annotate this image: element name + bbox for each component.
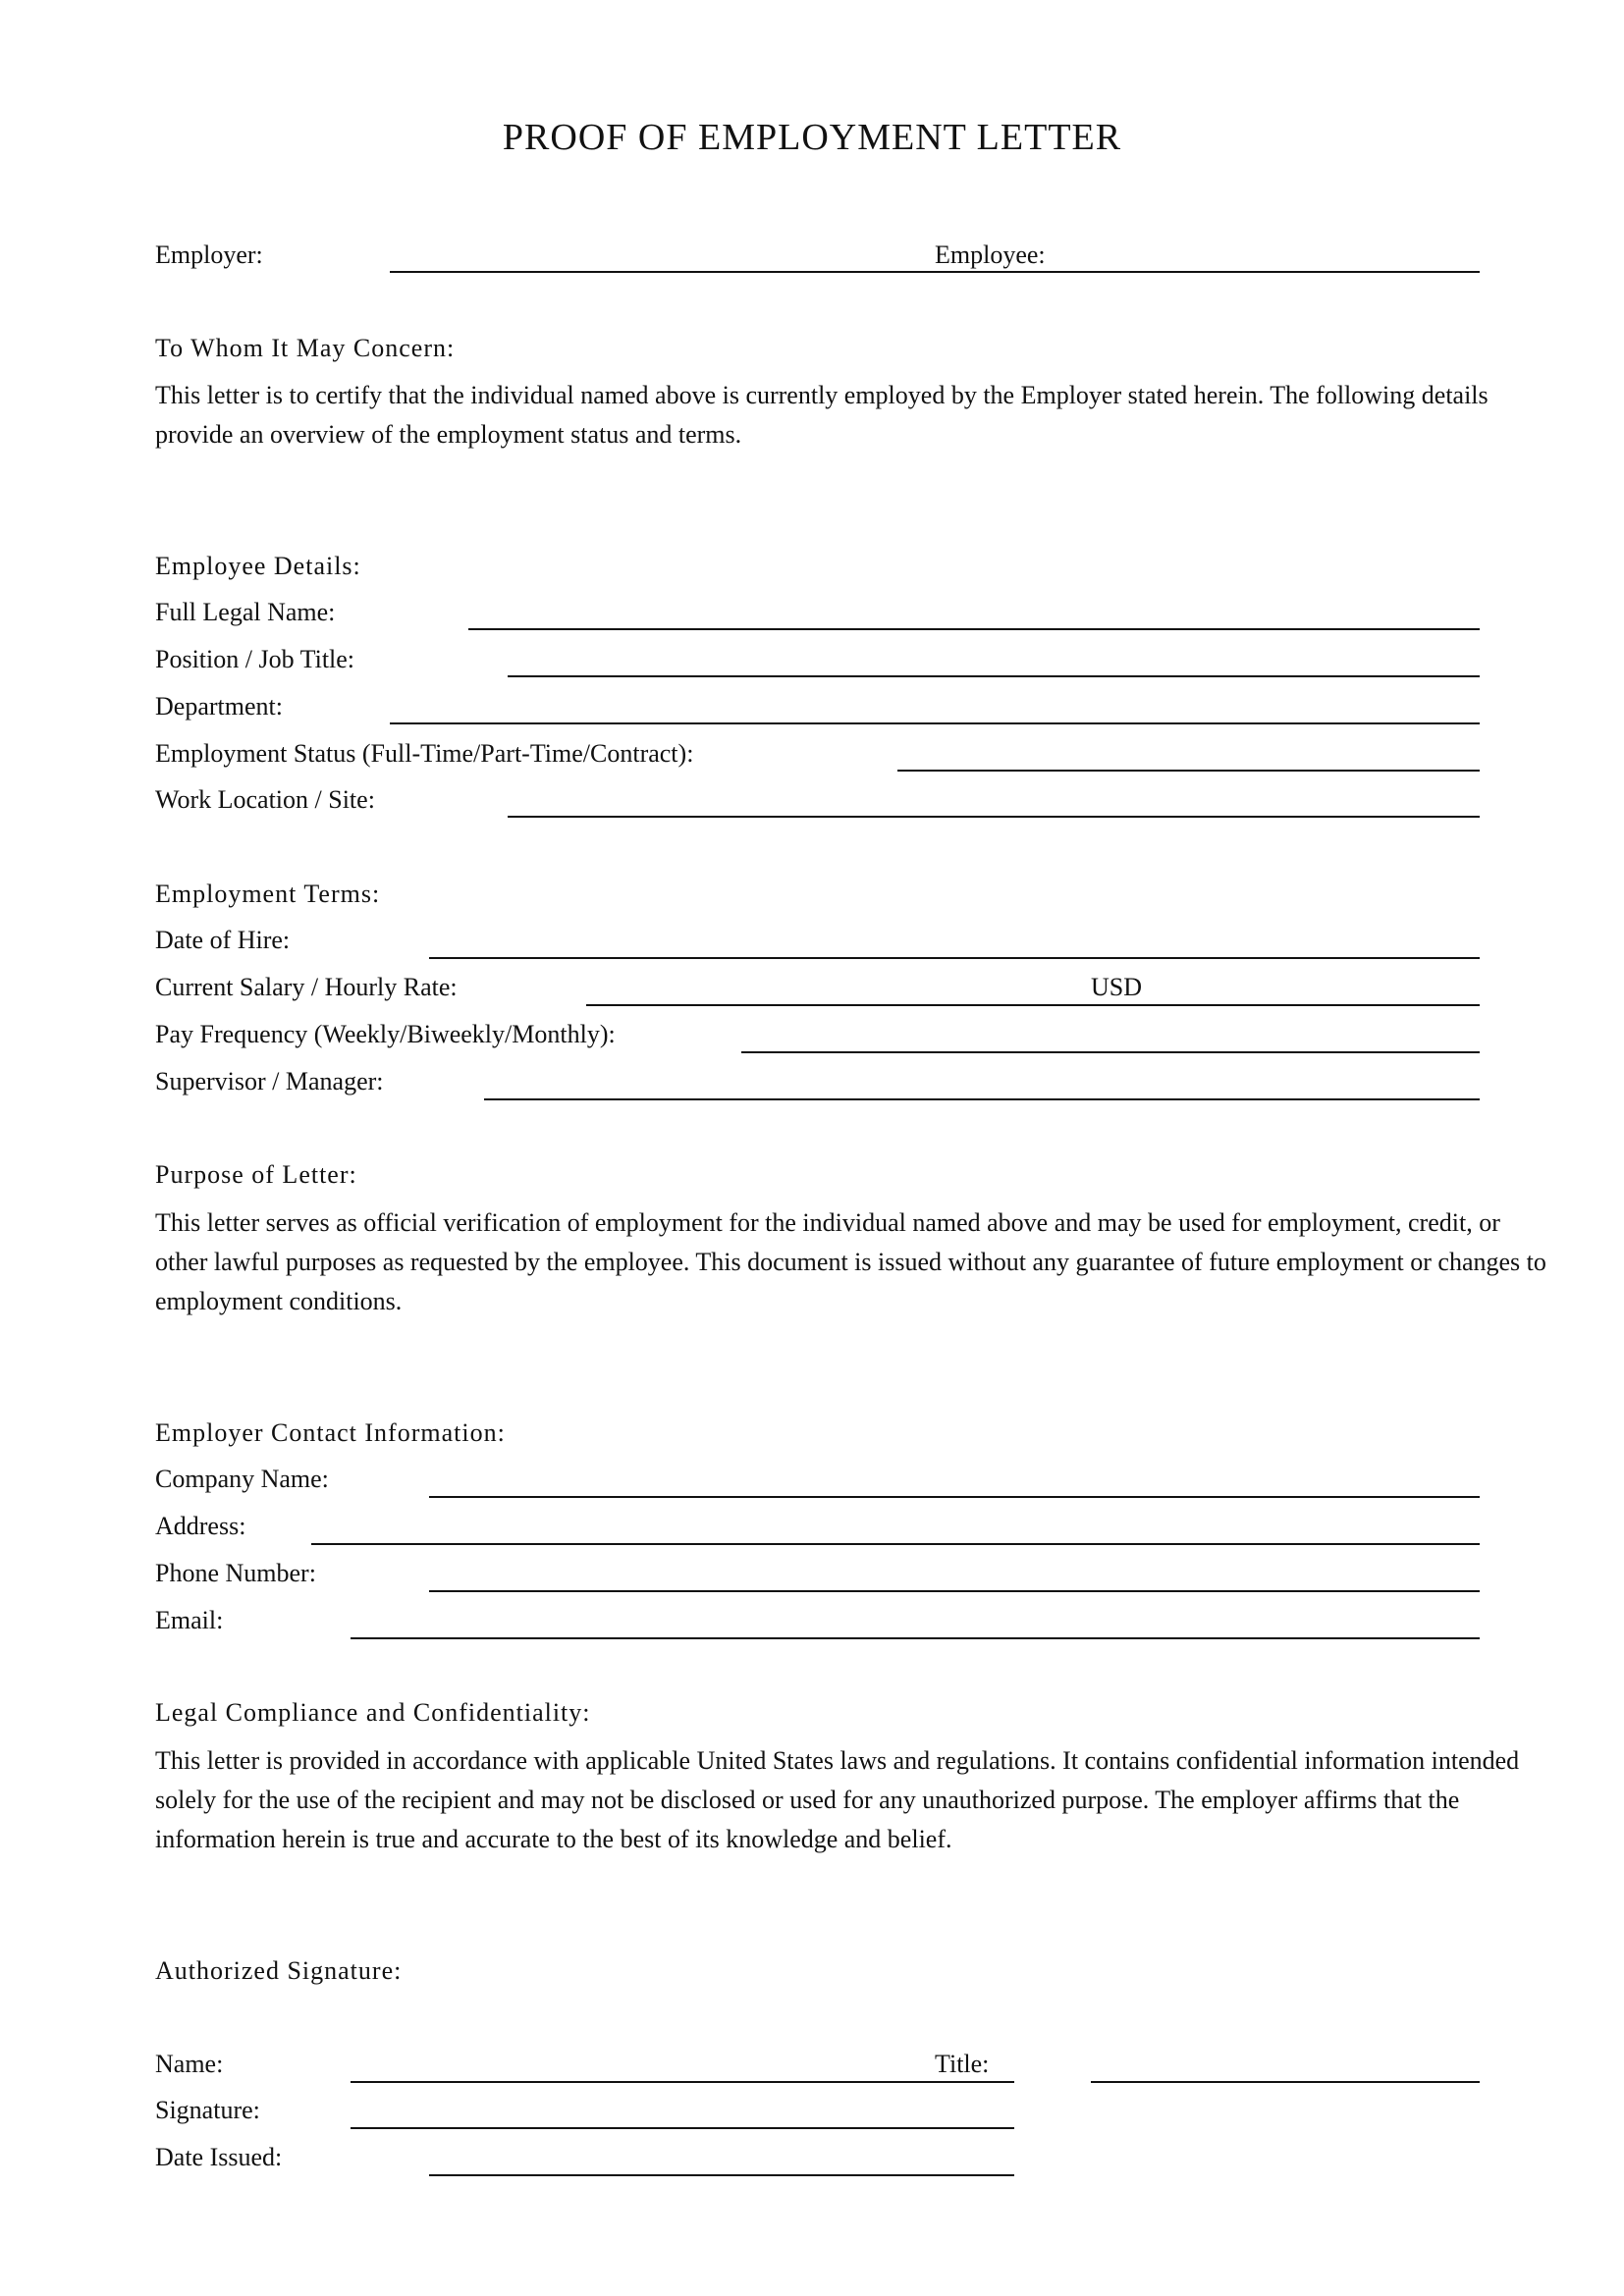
- department-field[interactable]: [390, 722, 1480, 724]
- pay-frequency-field[interactable]: [741, 1051, 1480, 1053]
- signer-title-field[interactable]: [1091, 2081, 1480, 2083]
- employment-terms-heading: Employment Terms:: [155, 880, 381, 908]
- work-location-label: Work Location / Site:: [155, 785, 375, 814]
- signature-field[interactable]: [351, 2127, 1014, 2129]
- supervisor-label: Supervisor / Manager:: [155, 1067, 384, 1095]
- pay-frequency-label: Pay Frequency (Weekly/Biweekly/Monthly):: [155, 1020, 616, 1048]
- purpose-heading: Purpose of Letter:: [155, 1160, 357, 1189]
- employer-employee-field-line[interactable]: [390, 271, 1480, 273]
- date-of-hire-label: Date of Hire:: [155, 926, 291, 954]
- full-legal-name-label: Full Legal Name:: [155, 598, 336, 626]
- salary-field[interactable]: [586, 1004, 1480, 1006]
- document-title: PROOF OF EMPLOYMENT LETTER: [502, 117, 1122, 158]
- position-label: Position / Job Title:: [155, 645, 355, 673]
- email-label: Email:: [155, 1606, 224, 1634]
- salary-label: Current Salary / Hourly Rate:: [155, 973, 458, 1001]
- full-legal-name-field[interactable]: [468, 628, 1480, 630]
- employment-status-field[interactable]: [897, 770, 1480, 772]
- signature-heading: Authorized Signature:: [155, 1956, 403, 1985]
- signature-label: Signature:: [155, 2096, 260, 2124]
- email-field[interactable]: [351, 1637, 1480, 1639]
- address-field[interactable]: [311, 1543, 1480, 1545]
- purpose-paragraph: This letter serves as official verification of employment for the individual named above and may be used for employment, credit, or other lawful purposes as requested by the employee. This document is issued without any guarantee of future employment or changes to employment conditions.: [155, 1208, 1546, 1315]
- employee-details-heading: Employee Details:: [155, 552, 361, 580]
- employment-status-label: Employment Status (Full-Time/Part-Time/Contract):: [155, 739, 694, 768]
- legal-paragraph: This letter is provided in accordance with applicable United States laws and regulations. It contains confidential information intended solely for the use of the recipient and may not be disclosed or used for any unauthorized purpose. The employer affirms that the information herein is true and accurate to the best of its knowledge and belief.: [155, 1746, 1520, 1853]
- phone-number-field[interactable]: [429, 1590, 1480, 1592]
- date-issued-field[interactable]: [429, 2174, 1014, 2176]
- position-field[interactable]: [508, 675, 1480, 677]
- employer-contact-heading: Employer Contact Information:: [155, 1418, 506, 1447]
- date-issued-label: Date Issued:: [155, 2143, 283, 2171]
- work-location-field[interactable]: [508, 816, 1480, 818]
- company-name-label: Company Name:: [155, 1465, 329, 1493]
- legal-heading: Legal Compliance and Confidentiality:: [155, 1698, 591, 1727]
- address-label: Address:: [155, 1512, 246, 1540]
- employer-label: Employer:: [155, 240, 263, 269]
- date-of-hire-field[interactable]: [429, 957, 1480, 959]
- intro-paragraph: This letter is to certify that the individual named above is currently employed by the Employer stated herein. The following details provide an overview of the employment status and terms.: [155, 381, 1489, 449]
- salutation: To Whom It May Concern:: [155, 334, 456, 362]
- salary-currency: USD: [1091, 973, 1143, 1001]
- supervisor-field[interactable]: [484, 1098, 1480, 1100]
- department-label: Department:: [155, 692, 283, 721]
- employee-label: Employee:: [935, 240, 1046, 269]
- signer-name-field[interactable]: [351, 2081, 1014, 2083]
- signer-title-label: Title:: [935, 2050, 990, 2078]
- phone-number-label: Phone Number:: [155, 1559, 316, 1587]
- company-name-field[interactable]: [429, 1496, 1480, 1498]
- signer-name-label: Name:: [155, 2050, 224, 2078]
